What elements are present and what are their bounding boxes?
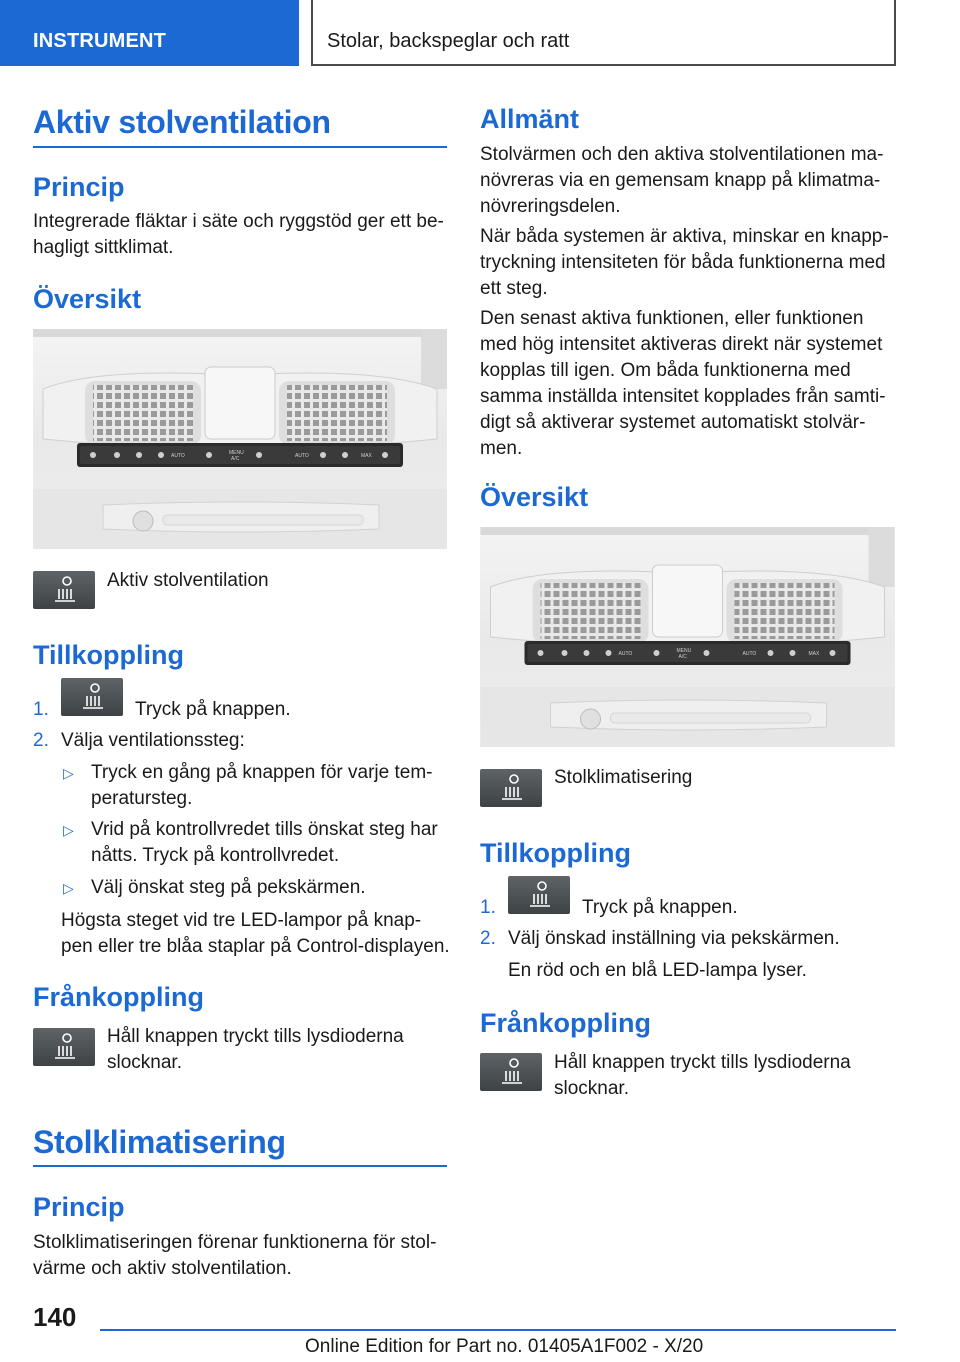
step-number: 1. [480,897,496,918]
frankoppling-text: Håll knappen tryckt tills lysdioderna [107,1026,404,1047]
bullet-text: Välj önskat steg på pekskärmen. [91,877,366,898]
seat-climate-icon [508,876,570,914]
heading-oversikt: Översikt [33,284,142,314]
heading-frankoppling: Frånkoppling [33,982,204,1012]
edition-text: Online Edition for Part no. 01405A1F002 - X/20 [305,1336,704,1357]
chapter-label: Stolar, backspeglar och ratt [327,30,570,52]
panel-auto-label: AUTO [295,453,309,459]
heading-allmant: Allmänt [480,104,580,134]
frankoppling-text: Håll knappen tryckt tills lysdioderna [554,1052,851,1073]
heading-stolklimatisering: Stolklimatisering [33,1124,286,1160]
panel-max-label: MAX [808,651,820,657]
princip-text-line: värme och aktiv stolventilation. [33,1258,292,1279]
bullet-text: nåtts. Tryck på kontrollvredet. [91,845,340,866]
panel-ac-label: A/C [231,456,240,462]
princip-text-line: Integrerade fläktar i säte och ryggstöd ger ett be- [33,211,444,232]
heading-rule [33,1165,447,1167]
heading-princip: Princip [33,1192,125,1222]
step-number: 2. [480,928,496,949]
panel-auto-label: AUTO [618,651,633,657]
panel-menu-label: MENU [676,648,692,654]
heading-oversikt: Översikt [480,482,589,512]
allmant-text-line: samma inställda intensitet kopplades från samti- [480,386,886,407]
seat-climate-icon [480,1053,542,1091]
climate-panel-photo [480,527,895,747]
section-tab [0,0,299,66]
bullet-text: peratursteg. [91,788,193,809]
legend-label: Stolklimatisering [554,767,693,788]
climate-panel-illustration [480,527,895,747]
allmant-text-line: men. [480,438,523,459]
legend-label: Aktiv stolventilation [107,570,269,591]
section-label: INSTRUMENT [33,30,167,52]
panel-auto-label: AUTO [742,651,757,657]
panel-menu-label: MENU [229,450,244,456]
allmant-text-line: med hög intensitet aktiveras direkt när systemet [480,334,883,355]
step-text: Tryck på knappen. [135,699,291,720]
step-subtext: En röd och en blå LED-lampa lyser. [508,960,807,981]
bullet-triangle-icon: ▷ [63,880,74,896]
step-text: Välj önskad inställning via pekskärmen. [508,928,840,949]
seat-ventilation-icon [33,1028,95,1066]
step-text: Tryck på knappen. [582,897,738,918]
allmant-text-line: Den senast aktiva funktionen, eller funktionen [480,308,864,329]
heading-tillkoppling: Tillkoppling [480,838,631,868]
panel-max-label: MAX [361,453,372,459]
allmant-text-line: När båda systemen är aktiva, minskar en knapp- [480,226,889,247]
frankoppling-text: slocknar. [554,1078,629,1099]
princip-text-line: hagligt sittklimat. [33,237,174,258]
seat-climate-icon [480,769,542,807]
step-number: 2. [33,730,49,751]
heading-rule [33,146,447,148]
page-number: 140 [33,1302,77,1332]
step-text: Välja ventilationssteg: [61,730,245,751]
allmant-text-line: kopplas till igen. Om båda funktionerna med [480,360,851,381]
footer-rule [100,1329,896,1331]
bullet-text: Tryck en gång på knappen för varje tem- [91,762,433,783]
step-number: 1. [33,699,49,720]
princip-text-line: Stolklimatiseringen förenar funktionerna för stol- [33,1232,437,1253]
panel-ac-label: A/C [678,654,687,660]
allmant-text-line: digt så aktiverar systemet automatiskt stolvär- [480,412,866,433]
allmant-text-line: Stolvärmen och den aktiva stolventilationen ma- [480,144,884,165]
seat-ventilation-icon [33,571,95,609]
panel-auto-label: AUTO [171,453,185,459]
bullet-triangle-icon: ▷ [63,765,74,781]
heading-tillkoppling: Tillkoppling [33,640,184,670]
heading-frankoppling: Frånkoppling [480,1008,651,1038]
hogsta-text: Högsta steget vid tre LED-lampor på knap- [61,910,422,931]
hogsta-text: pen eller tre blåa staplar på Control-displayen. [61,936,450,957]
seat-ventilation-icon [61,678,123,716]
climate-panel-illustration [33,329,447,549]
allmant-text-line: növreras via en gemensam knapp på klimatma- [480,170,881,191]
heading-princip: Princip [33,172,125,202]
bullet-text: Vrid på kontrollvredet tills önskat steg har [91,819,438,840]
heading-aktiv-stolventilation: Aktiv stolventilation [33,104,331,140]
climate-panel-photo [33,329,447,549]
chapter-tab [311,0,896,66]
frankoppling-text: slocknar. [107,1052,182,1073]
bullet-triangle-icon: ▷ [63,822,74,838]
allmant-text-line: ett steg. [480,278,548,299]
allmant-text-line: tryckning intensiteten för båda funktionerna med [480,252,886,273]
allmant-text-line: növreringsdelen. [480,196,621,217]
